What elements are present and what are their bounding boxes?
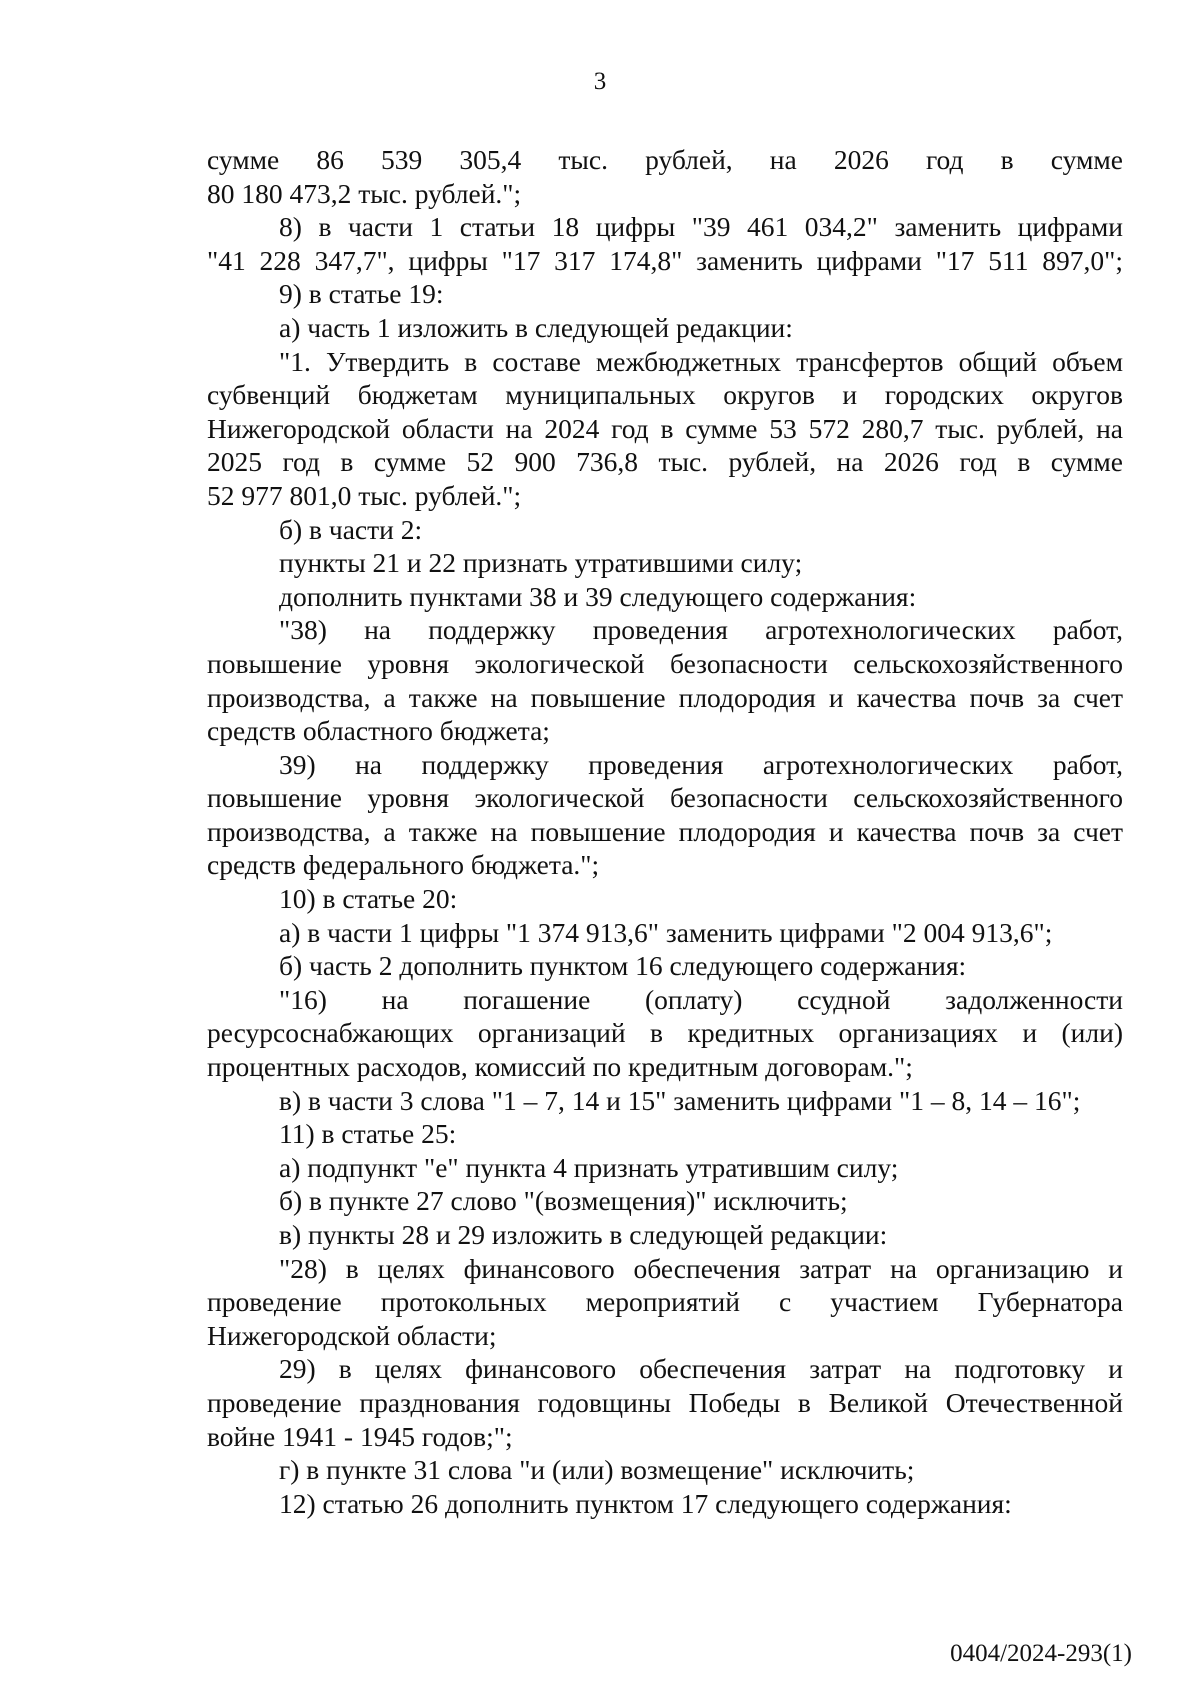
text-line: а) в части 1 цифры "1 374 913,6" заменить цифрами "2 004 913,6"; — [279, 916, 1053, 948]
text-line: в) пункты 28 и 29 изложить в следующей редакции: — [279, 1219, 888, 1250]
text-line: средств областного бюджета; — [207, 715, 550, 747]
text-line: ресурсоснабжающих организаций в кредитных организациях и (или) — [207, 1017, 1123, 1049]
text-line: в) в части 3 слова "1 – 7, 14 и 15" заменить цифрами "1 – 8, 14 – 16"; — [279, 1084, 1081, 1116]
text-line: б) часть 2 дополнить пунктом 16 следующего содержания: — [279, 950, 967, 982]
text-line: "38) на поддержку проведения агротехнологических работ, — [279, 614, 1123, 646]
text-line: б) в части 2: — [279, 513, 423, 545]
text-line: производства, а также на повышение плодородия и качества почв за счет — [207, 815, 1123, 847]
text-line: производства, а также на повышение плодородия и качества почв за счет — [207, 681, 1123, 713]
document-body — [207, 143, 1123, 1520]
text-line: 80 180 473,2 тыс. рублей."; — [207, 177, 522, 209]
text-line: "41 228 347,7", цифры "17 317 174,8" заменить цифрами "17 511 897,0"; — [207, 244, 1123, 276]
text-line: 2025 год в сумме 52 900 736,8 тыс. рублей, на 2026 год в сумме — [207, 446, 1123, 478]
text-line: "28) в целях финансового обеспечения затрат на организацию и — [279, 1252, 1123, 1284]
text-line: субвенций бюджетам муниципальных округов и городских округов — [207, 379, 1123, 411]
text-line: г) в пункте 31 слова "и (или) возмещение" исключить; — [279, 1454, 915, 1486]
text-line: сумме 86 539 305,4 тыс. рублей, на 2026 год в сумме — [207, 144, 1123, 175]
text-line: повышение уровня экологической безопасности сельскохозяйственного — [207, 647, 1123, 679]
text-line: повышение уровня экологической безопасности сельскохозяйственного — [207, 782, 1123, 814]
text-line: 52 977 801,0 тыс. рублей."; — [207, 479, 522, 511]
text-line: Нижегородской области на 2024 год в сумме 53 572 280,7 тыс. рублей, на — [207, 412, 1123, 444]
text-line: войне 1941 - 1945 годов;"; — [207, 1420, 513, 1452]
text-line: пункты 21 и 22 признать утратившими силу; — [279, 547, 803, 579]
text-line: средств федерального бюджета."; — [207, 849, 600, 881]
document-code: 0404/2024-293(1) — [950, 1640, 1132, 1667]
text-line: а) часть 1 изложить в следующей редакции: — [279, 311, 793, 343]
text-line: 10) в статье 20: — [279, 883, 458, 915]
text-line: 12) статью 26 дополнить пунктом 17 следующего содержания: — [279, 1487, 1012, 1519]
text-line: б) в пункте 27 слово "(возмещения)" исключить; — [279, 1185, 848, 1217]
text-line: процентных расходов, комиссий по кредитным договорам."; — [207, 1051, 913, 1083]
text-line: 39) на поддержку проведения агротехнологических работ, — [279, 748, 1123, 780]
text-line: "1. Утвердить в составе межбюджетных трансфертов общий объем — [279, 345, 1123, 377]
text-line: 29) в целях финансового обеспечения затрат на подготовку и — [279, 1353, 1123, 1385]
text-line: 9) в статье 19: — [279, 278, 444, 310]
text-line: проведение празднования годовщины Победы в Великой Отечественной — [207, 1386, 1123, 1418]
text-line: "16) на погашение (оплату) ссудной задолженности — [279, 983, 1123, 1015]
text-line: 8) в части 1 статьи 18 цифры "39 461 034,2" заменить цифрами — [279, 211, 1123, 243]
text-line: 11) в статье 25: — [279, 1118, 457, 1150]
text-line: дополнить пунктами 38 и 39 следующего содержания: — [279, 580, 917, 612]
page-number: 3 — [593, 68, 607, 95]
text-line: проведение протокольных мероприятий с участием Губернатора — [207, 1286, 1123, 1318]
text-line: а) подпункт "е" пункта 4 признать утратившим силу; — [279, 1151, 899, 1183]
text-line: Нижегородской области; — [207, 1319, 497, 1351]
